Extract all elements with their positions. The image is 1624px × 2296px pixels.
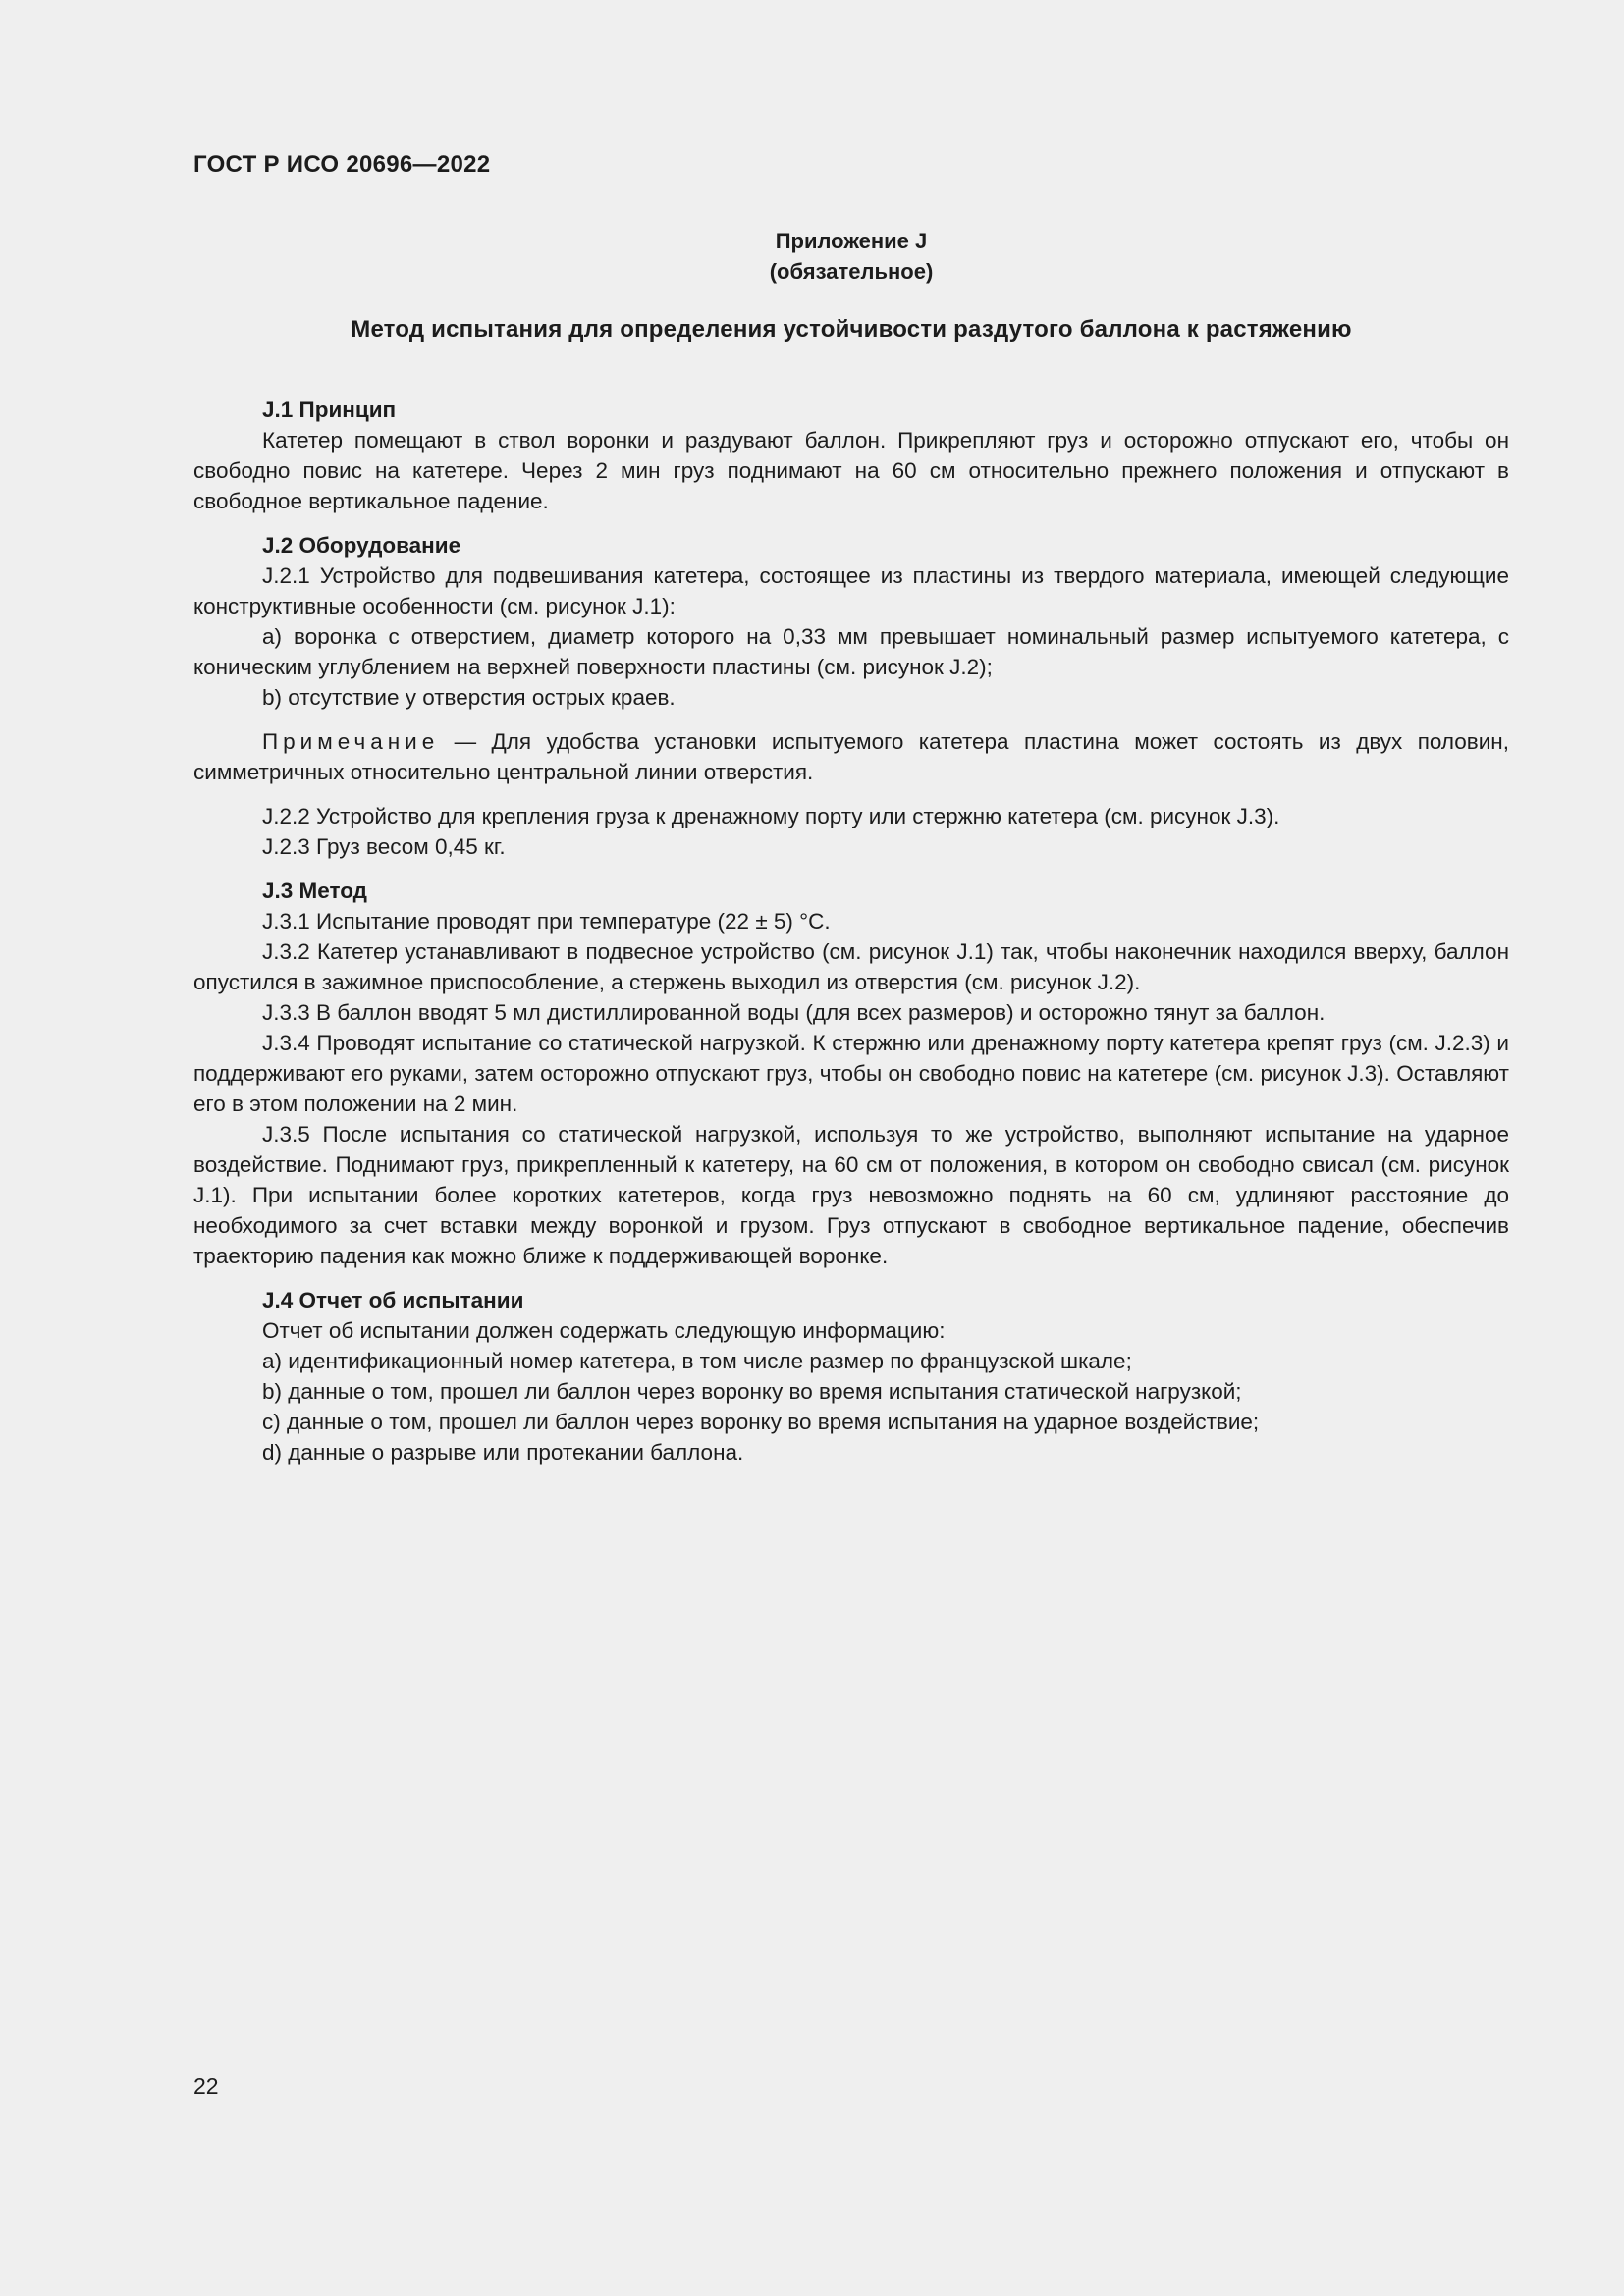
annex-label: Приложение J (775, 229, 928, 253)
annex-heading (0, 226, 1624, 287)
document-body (193, 395, 1509, 1468)
list-item-j4-b: b) данные о том, прошел ли баллон через воронку во время испытания статической нагрузкой; (262, 1379, 1242, 1404)
list-item-j2-b: b) отсутствие у отверстия острых краев. (262, 685, 676, 710)
annex-status: (обязательное) (769, 259, 934, 284)
paragraph-j3-2: J.3.2 Катетер устанавливают в подвесное устройство (см. рисунок J.1) так, чтобы наконечник находился вверху, баллон опустился в зажимное приспособление, а стержень выходил из отверстия (см. рисунок J.2). (193, 939, 1509, 994)
list-item-j4-d: d) данные о разрыве или протекании баллона. (262, 1440, 744, 1465)
page-number: 22 (193, 2073, 219, 2099)
section-heading-j1: J.1 Принцип (262, 398, 397, 422)
list-item-j4-c: с) данные о том, прошел ли баллон через воронку во время испытания на ударное воздействие; (262, 1410, 1260, 1434)
note-text: — Для удобства установки испытуемого катетера пластина может состоять из двух половин, симметричных относительно центральной линии отверстия. (193, 729, 1509, 784)
document-id: ГОСТ Р ИСО 20696—2022 (193, 151, 491, 178)
paragraph-j3-3: J.3.3 В баллон вводят 5 мл дистиллированной воды (для всех размеров) и осторожно тянут за баллон. (262, 1000, 1326, 1025)
paragraph-j1: Катетер помещают в ствол воронки и раздувают баллон. Прикрепляют груз и осторожно отпускают его, чтобы он свободно повис на катетере. Через 2 мин груз поднимают на 60 см относительно прежнего положения и отпускают в свободное вертикальное падение. (193, 428, 1509, 513)
paragraph-j4-intro: Отчет об испытании должен содержать следующую информацию: (262, 1318, 946, 1343)
list-item-j2-a: а) воронка с отверстием, диаметр которого на 0,33 мм превышает номинальный размер испытуемого катетера, с коническим углублением на верхней поверхности пластины (см. рисунок J.2); (193, 624, 1509, 679)
section-heading-j4: J.4 Отчет об испытании (262, 1288, 524, 1312)
list-item-j4-a: а) идентификационный номер катетера, в том числе размер по французской шкале; (262, 1349, 1132, 1373)
paragraph-j2-1: J.2.1 Устройство для подвешивания катетера, состоящее из пластины из твердого материала, имеющей следующие конструктивные особенности (см. рисунок J.1): (193, 563, 1509, 618)
annex-title: Метод испытания для определения устойчивости раздутого баллона к растяжению (351, 316, 1352, 343)
paragraph-j3-4: J.3.4 Проводят испытание со статической нагрузкой. К стержню или дренажному порту катетера крепят груз (см. J.2.3) и поддерживают его руками, затем осторожно отпускают груз, чтобы он свободно повис на катетере (см. рисунок J.3). Оставляют его в этом положении на 2 мин. (193, 1031, 1509, 1116)
paragraph-j2-2: J.2.2 Устройство для крепления груза к дренажному порту или стержню катетера (см. рисунок J.3). (262, 804, 1280, 828)
note-label: Примечание (262, 729, 440, 754)
section-heading-j3: J.3 Метод (262, 879, 367, 903)
paragraph-j3-5: J.3.5 После испытания со статической нагрузкой, используя то же устройство, выполняют испытание на ударное воздействие. Поднимают груз, прикрепленный к катетеру, на 60 см от положения, в котором он свободно свисал (см. рисунок J.1). При испытании более коротких катетеров, когда груз невозможно поднять на 60 см, удлиняют расстояние до необходимого за счет вставки между воронкой и грузом. Груз отпускают в свободное вертикальное падение, обеспечив траекторию падения как можно ближе к поддерживающей воронке. (193, 1122, 1509, 1268)
paragraph-j2-3: J.2.3 Груз весом 0,45 кг. (262, 834, 506, 859)
note (193, 726, 1509, 787)
section-heading-j2: J.2 Оборудование (262, 533, 461, 558)
paragraph-j3-1: J.3.1 Испытание проводят при температуре (22 ± 5) °С. (262, 909, 831, 934)
